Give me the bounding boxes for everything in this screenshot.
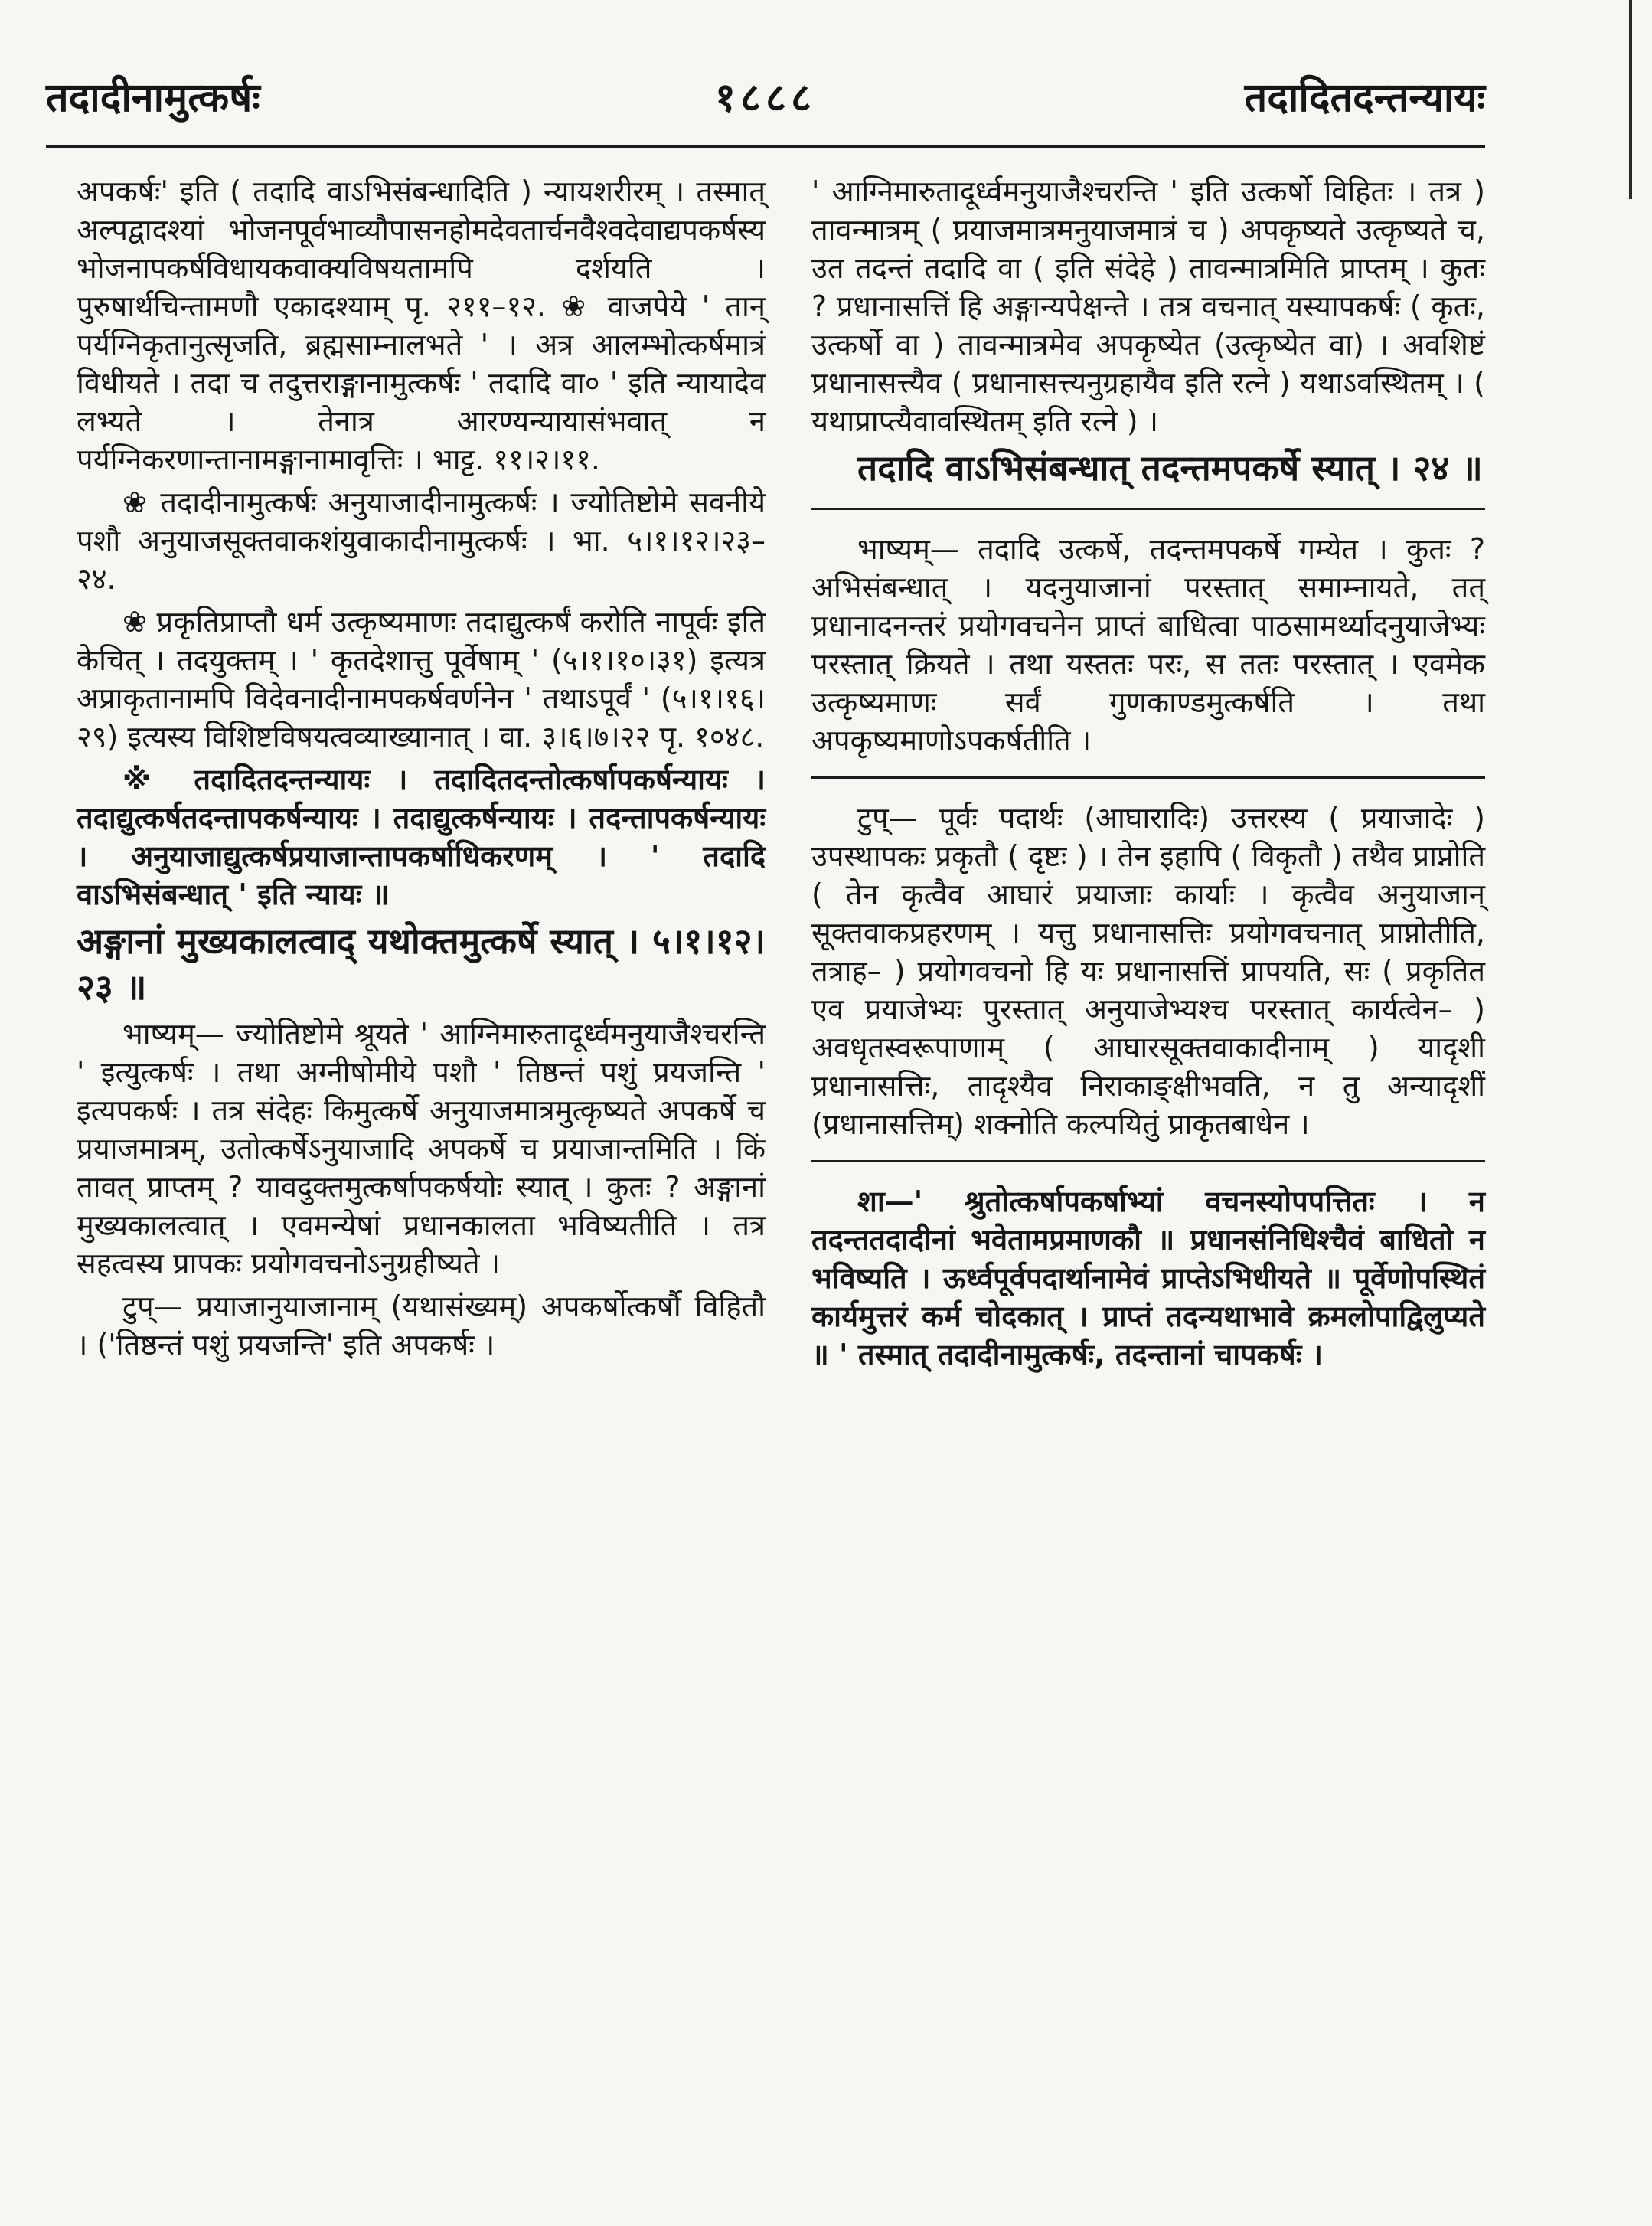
bhashya-paragraph: भाष्यम्— तदादि उत्कर्षे, तदन्तमपकर्षे गम्येत । कुतः ? अभिसंबन्धात् । यदनुयाजानां परस्तात् समाम्नायते, तत् प्रधानादनन्तरं प्रयोगवचनेन प्राप्तं बाधित्वा पाठसामर्थ्यादनुयाजेभ्यः परस्तात् क्रियते । तथा यस्ततः परः, स ततः परस्तात् । एवमेक उत्कृष्यमाणः सर्वं गुणकाण्डमुत्कर्षति । तथा अपकृष्यमाणोऽपकर्षतीति ।	[811, 532, 1485, 757]
header-left-title: तदादीनामुत्कर्षः	[46, 75, 260, 121]
right-column	[811, 172, 1485, 1378]
section-separator	[811, 508, 1485, 510]
sutra-verse: तदादि वाऽभिसंबन्धात् तदन्तमपकर्षे स्यात् । २४ ॥	[857, 447, 1483, 489]
section-separator	[811, 1160, 1485, 1162]
nyaya-heading: ※ तदादितदन्तन्यायः । तदादितदन्तोत्कर्षापकर्षन्यायः । तदाद्युत्कर्षतदन्तापकर्षन्यायः । तदाद्युत्कर्षन्यायः । तदन्तापकर्षन्यायः । अनुयाजाद्युत्कर्षप्रयाजान्तापकर्षाधिकरणम् । ' तदादि वाऽभिसंबन्धात् ' इति न्यायः ॥	[77, 763, 766, 911]
sutra-verse: अङ्गानां मुख्यकालत्वाद् यथोक्तमुत्कर्षे स्यात् । ५।१।१२।२३ ॥	[77, 920, 766, 1008]
page-header	[46, 69, 1485, 138]
left-column	[77, 172, 766, 1368]
paragraph: ❀ तदादीनामुत्कर्षः अनुयाजादीनामुत्कर्षः । ज्योतिष्टोमे सवनीये पशौ अनुयाजसूक्तवाकशंयुवाकादीनामुत्कर्षः । भा. ५।१।१२।२३–२४.	[77, 485, 766, 596]
section-separator	[811, 776, 1485, 779]
page-number: १८८८	[714, 75, 817, 121]
header-rule	[46, 145, 1485, 148]
page-edge-mark	[1629, 0, 1632, 199]
paragraph: ' आग्निमारुतादूर्ध्वमनुयाजैश्चरन्ति ' इति उत्कर्षो विहितः । तत्र ) तावन्मात्रम् ( प्रयाजमात्रमनुयाजमात्रं च ) अपकृष्यते उत्कृष्यते च, उत तदन्तं तदादि वा ( इति संदेहे ) तावन्मात्रमिति प्राप्तम् । कुतः ? प्रधानासत्तिं हि अङ्गान्यपेक्षन्ते । तत्र वचनात् यस्यापकर्षः ( कृतः, उत्कर्षो वा ) तावन्मात्रमेव अपकृष्येत (उत्कृष्येत वा) । अवशिष्टं प्रधानासत्त्यैव ( प्रधानासत्त्यनुग्रहायैव इति रत्ने ) यथाऽवस्थितम् । ( यथाप्राप्त्यैवावस्थितम् इति रत्ने ) ।	[811, 175, 1485, 438]
paragraph: अपकर्षः' इति ( तदादि वाऽभिसंबन्धादिति ) न्यायशरीरम् । तस्मात् अल्पद्वादश्यां भोजनपूर्वभाव्यौपासनहोमदेवतार्चनवैश्वदेवाद्यपकर्षस्य भोजनापकर्षविधायकवाक्यविषयतामपि दर्शयति । पुरुषार्थचिन्तामणौ एकादश्याम् पृ. २११–१२. ❀ वाजपेये ' तान् पर्यग्निकृतानुत्सृजति, ब्रह्मसाम्नालभते ' । अत्र आलम्भोत्कर्षमात्रं विधीयते । तदा च तदुत्तराङ्गानामुत्कर्षः ' तदादि वा० ' इति न्यायादेव लभ्यते । तेनात्र आरण्यन्यायासंभवात् न पर्यग्निकरणान्तानामङ्गानामावृत्तिः । भाट्ट. ११।२।११.	[77, 175, 766, 476]
shastradipika-paragraph: शा—' श्रुतोत्कर्षापकर्षाभ्यां वचनस्योपपत्तितः । न तदन्ततदादीनां भवेतामप्रमाणकौ ॥ प्रधानसंनिधिश्चैवं बाधितो न भविष्यति । ऊर्ध्वपूर्वपदार्थानामेवं प्राप्तेऽभिधीयते ॥ पूर्वेणोपस्थितं कार्यमुत्तरं कर्म चोदकात् । प्राप्तं तदन्यथाभावे क्रमलोपाद्विलुप्यते ॥ ' तस्मात् तदादीनामुत्कर्षः, तदन्तानां चापकर्षः ।	[811, 1185, 1485, 1371]
tupteeka-paragraph: टुप्— प्रयाजानुयाजानाम् (यथासंख्यम्) अपकर्षोत्कर्षौ विहितौ । ('तिष्ठन्तं पशुं प्रयजन्ति' इति अपकर्षः ।	[77, 1290, 766, 1361]
tupteeka-paragraph: टुप्— पूर्वः पदार्थः (आघारादिः) उत्तरस्य ( प्रयाजादेः ) उपस्थापकः प्रकृतौ ( दृष्टः ) । तेन इहापि ( विकृतौ ) तथैव प्राप्नोति ( तेन कृत्वैव आघारं प्रयाजाः कार्याः । कृत्वैव अनुयाजान् सूक्तवाकप्रहरणम् । यत्तु प्रधानासत्तिः प्रयोगवचनात् प्राप्नोतीति, तत्राह– ) प्रयोगवचनो हि यः प्रधानासत्तिं प्रापयति, सः ( प्रकृतित एव प्रयाजेभ्यः पुरस्तात् अनुयाजेभ्यश्च परस्तात् कार्यत्वेन– ) अवधृतस्वरूपाणाम् ( आघारसूक्तवाकादीनाम् ) यादृशी प्रधानासत्तिः, तादृश्यैव निराकाङ्क्षीभवति, न तु अन्यादृशीं (प्रधानासत्तिम्) शक्नोति कल्पयितुं प्राकृतबाधेन ।	[811, 801, 1485, 1141]
bhashya-paragraph: भाष्यम्— ज्योतिष्टोमे श्रूयते ' आग्निमारुतादूर्ध्वमनुयाजैश्चरन्ति ' इत्युत्कर्षः । तथा अग्नीषोमीये पशौ ' तिष्ठन्तं पशुं प्रयजन्ति ' इत्यपकर्षः । तत्र संदेहः किमुत्कर्षे अनुयाजमात्रमुत्कृष्यते अपकर्षे च प्रयाजमात्रम्, उतोत्कर्षेऽनुयाजादि अपकर्षे च प्रयाजान्तमिति । किं तावत् प्राप्तम् ? यावदुक्तमुत्कर्षापकर्षयोः स्यात् । कुतः ? अङ्गानां मुख्यकालत्वात् । एवमन्येषां प्रधानकालता भविष्यतीति । तत्र सहत्वस्य प्रापकः प्रयोगवचनोऽनुग्रहीष्यते ।	[77, 1017, 766, 1280]
paragraph: ❀ प्रकृतिप्राप्तौ धर्म उत्कृष्यमाणः तदाद्युत्कर्षं करोति नापूर्वः इति केचित् । तदयुक्तम् । ' कृतदेशात्तु पूर्वेषाम् ' (५।१।१०।३१) इत्यत्र अप्राकृतानामपि विदेवनादीनामपकर्षवर्णनेन ' तथाऽपूर्वं ' (५।१।१६।२९) इत्यस्य विशिष्टविषयत्वव्याख्यानात् । वा. ३।६।७।२२ पृ. १०४८.	[77, 605, 766, 753]
header-right-title: तदादितदन्तन्यायः	[1244, 75, 1485, 121]
